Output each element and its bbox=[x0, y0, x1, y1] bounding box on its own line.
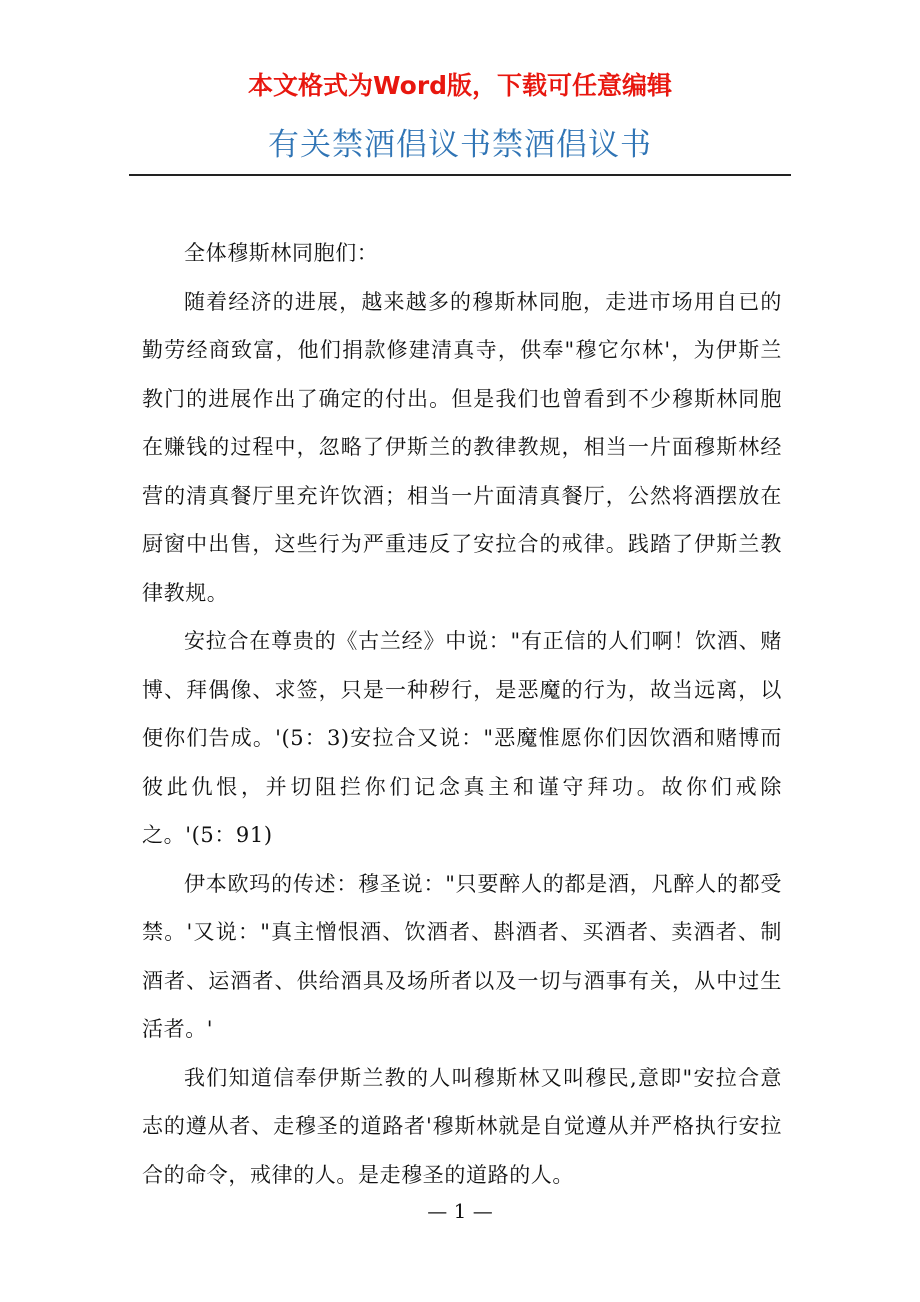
body-paragraph: 安拉合在尊贵的《古兰经》中说："有正信的人们啊！饮酒、赌博、拜偶像、求签，只是一种秽行，是恶魔的行为，故当远离，以便你们告成。'(5：3)安拉合又说："恶魔惟愿你们因饮酒和赌博而彼此仇恨，并切阻拦你们记念真主和谨守拜功。故你们戒除之。'(5：91) bbox=[142, 629, 782, 847]
body-paragraph: 伊本欧玛的传述：穆圣说："只要醉人的都是酒，凡醉人的都受禁。'又说："真主憎恨酒、饮酒者、斟酒者、买酒者、卖酒者、制酒者、运酒者、供给酒具及场所者以及一切与酒事有关，从中过生活者。' bbox=[142, 871, 782, 1041]
title-divider bbox=[129, 174, 791, 176]
document-body bbox=[142, 229, 782, 1199]
body-paragraph: 随着经济的进展，越来越多的穆斯林同胞，走进市场用自已的勤劳经商致富，他们捐款修建清真寺，供奉"穆它尔林'，为伊斯兰教门的进展作出了确定的付出。但是我们也曾看到不少穆斯林同胞在赚钱的过程中，忽略了伊斯兰的教律教规，相当一片面穆斯林经营的清真餐厅里充许饮酒；相当一片面清真餐厅，公然将酒摆放在厨窗中出售，这些行为严重违反了安拉合的戒律。践踏了伊斯兰教律教规。 bbox=[142, 289, 782, 605]
salutation-paragraph: 全体穆斯林同胞们： bbox=[184, 241, 379, 265]
page-number: — 1 — bbox=[427, 1199, 493, 1223]
body-paragraph: 我们知道信奉伊斯兰教的人叫穆斯林又叫穆民,意即"安拉合意志的遵从者、走穆圣的道路者'穆斯林就是自觉遵从并严格执行安拉合的命令，戒律的人。是走穆圣的道路的人。 bbox=[142, 1065, 782, 1187]
word-format-banner: 本文格式为Word版，下载可任意编辑 bbox=[247, 71, 673, 100]
document-title: 有关禁酒倡议书禁酒倡议书 bbox=[268, 127, 652, 163]
